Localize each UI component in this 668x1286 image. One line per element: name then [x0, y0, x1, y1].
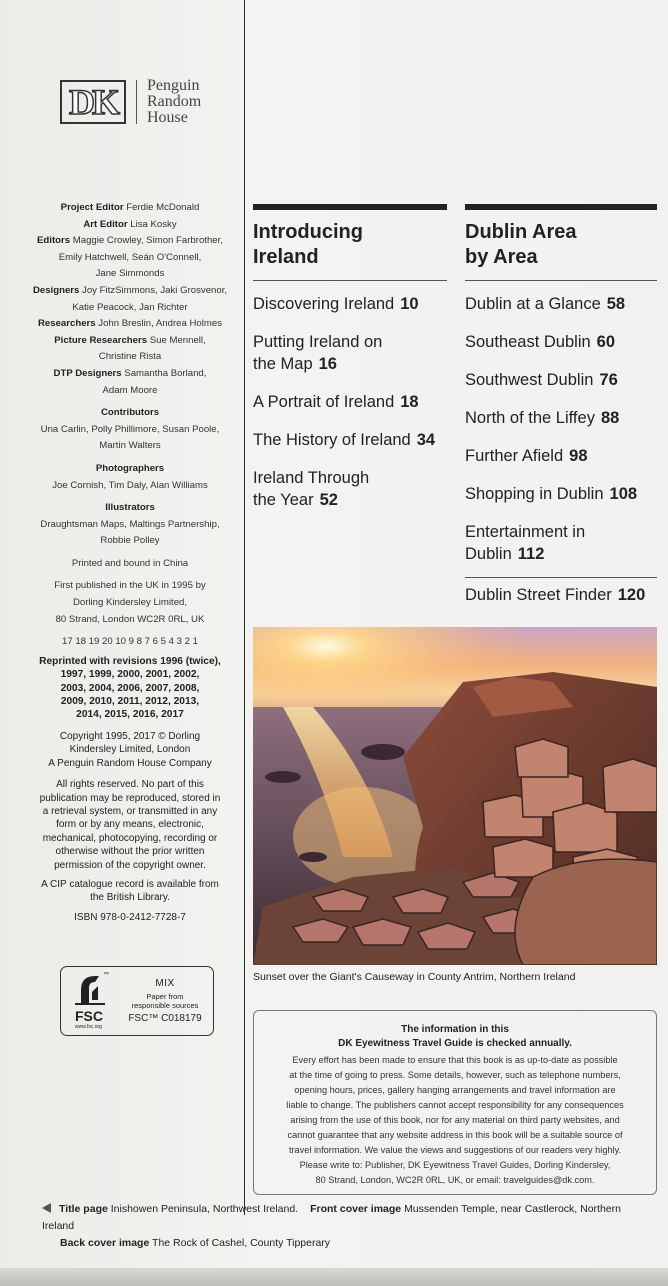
credit-line: Christine Rista — [98, 351, 162, 363]
printed-in: Printed and bound in China — [71, 557, 189, 569]
toc-item[interactable]: Putting Ireland on the Map 16 — [253, 333, 383, 373]
image-credits-footer — [42, 1201, 652, 1252]
credit-line: Emily Hatchwell, Seán O'Connell, — [58, 251, 202, 263]
first-published: Dorling Kindersley Limited, — [72, 597, 188, 609]
toc-dublin-area — [465, 204, 659, 606]
fsc-site: www.fsc.org — [75, 1024, 102, 1030]
dk-logo — [60, 80, 126, 124]
page-bottom-edge — [0, 1268, 668, 1286]
isbn: ISBN 978-0-2412-7728-7 — [74, 911, 186, 923]
imprint-line: House — [147, 109, 188, 126]
logo-divider — [136, 80, 137, 124]
footer-line-1: Title page Inishowen Peninsula, Northwest Ireland. Front cover image Mussenden Temple, near Castlerock, Northern Ireland — [42, 1203, 621, 1232]
first-published: First published in the UK in 1995 by — [54, 580, 206, 592]
arrow-left-icon — [42, 1203, 51, 1213]
credit-line: Jane Simmonds — [95, 268, 165, 280]
fsc-word: FSC — [75, 1008, 103, 1024]
fsc-badge — [60, 966, 214, 1036]
credit-picture-researchers: Picture Researchers Sue Mennell, — [54, 334, 206, 346]
imprint-line: Penguin — [147, 77, 200, 94]
toc-item[interactable]: Ireland Through the Year 52 — [253, 469, 370, 509]
section-rule — [465, 280, 657, 281]
credit-line: Joe Cornish, Tim Daly, Alan Williams — [52, 479, 208, 491]
toc-item[interactable]: Dublin at a Glance 58 — [465, 295, 626, 313]
section-title: Introducing Ireland — [253, 221, 363, 268]
credit-editors: Editors Maggie Crowley, Simon Farbrother, — [37, 235, 223, 247]
toc-item[interactable]: Southwest Dublin 76 — [465, 371, 618, 389]
credit-dtp-designers: DTP Designers Samantha Borland, — [53, 367, 207, 379]
credit-line: Draughtsman Maps, Maltings Partnership, — [40, 518, 220, 530]
dk-logo-letters: DK — [69, 82, 117, 122]
toc-item[interactable]: A Portrait of Ireland 18 — [253, 393, 419, 411]
section-rule — [253, 280, 447, 281]
info-body: Every effort has been made to ensure that this book is as up-to-date as possible at the time of going to press. Some details, however, such as telephone numbers, opening hours, prices, gallery hanging arrangements and travel information are liable to change. The publishers cannot accept responsibility for any consequences arising from the use of this book, nor for any material on third party websites, and cannot guarantee that any website address in this book will be a suitable source of travel information. We value the views and suggestions of our readers very highly. Please write to: Publisher, DK Eyewitness Travel Guides, Dorling Kindersley, 80 Strand, London, WC2R 0RL, UK, or email: travelguides@dk.com. — [286, 1055, 624, 1185]
giants-causeway-photo — [253, 627, 657, 965]
toc-item[interactable]: Shopping in Dublin 108 — [465, 485, 638, 503]
credit-photographers-heading: Photographers — [95, 462, 165, 474]
toc-item[interactable]: Entertainment in Dublin 112 — [465, 523, 586, 563]
credit-contributors-heading: Contributors — [100, 407, 160, 419]
page-gutter-line — [244, 0, 245, 1215]
publisher-logo — [60, 78, 201, 126]
information-notice — [253, 1010, 657, 1195]
photo-caption: Sunset over the Giant's Causeway in County Antrim, Northern Ireland — [253, 971, 576, 983]
credit-line: Robbie Polley — [100, 535, 160, 547]
fsc-trademark: ™ — [103, 972, 109, 978]
credit-researchers: Researchers John Breslin, Andrea Holmes — [38, 318, 222, 330]
credits-column — [24, 200, 236, 924]
fsc-text — [117, 978, 213, 1024]
section-title: Dublin Area by Area — [465, 221, 577, 268]
footer-line-2: Back cover image The Rock of Cashel, County Tipperary — [60, 1237, 331, 1249]
toc-item[interactable]: Discovering Ireland 10 — [253, 295, 419, 313]
credit-line: Katie Peacock, Jan Richter — [72, 301, 188, 313]
fsc-paper: Paper from responsible sources — [131, 992, 199, 1010]
print-line: 17 18 19 20 10 9 8 7 6 5 4 3 2 1 — [61, 636, 199, 648]
cip-notice: A CIP catalogue record is available from the British Library. — [41, 878, 219, 904]
imprint-line: Random — [147, 93, 202, 110]
fsc-code: FSC™ C018179 — [128, 1013, 202, 1024]
section-rule — [465, 577, 657, 578]
toc-item[interactable]: Dublin Street Finder 120 — [465, 586, 646, 604]
toc-item[interactable]: The History of Ireland 34 — [253, 431, 436, 449]
imprint-name — [147, 78, 201, 126]
credit-line: Una Carlin, Polly Phillimore, Susan Poole, — [40, 423, 220, 435]
fsc-mix: MIX — [155, 978, 175, 989]
toc-item[interactable]: Southeast Dublin 60 — [465, 333, 616, 351]
toc-item[interactable]: Further Afield 98 — [465, 447, 588, 465]
credit-project-editor: Project Editor Ferdie McDonald — [60, 202, 200, 213]
credit-art-editor: Art Editor Lisa Kosky — [83, 218, 177, 230]
toc-introducing-ireland — [253, 204, 447, 511]
first-published: 80 Strand, London WC2R 0RL, UK — [55, 613, 205, 625]
credit-illustrators-heading: Illustrators — [105, 502, 155, 514]
credit-line: Adam Moore — [102, 384, 158, 396]
credit-line: Martin Walters — [99, 440, 161, 452]
credit-designers: Designers Joy FitzSimmons, Jaki Grosvenor, — [32, 284, 228, 296]
fsc-tree-icon — [65, 968, 117, 1034]
rights-notice: All rights reserved. No part of this publication may be reproduced, stored in a retrieval system, or transmitted in any form or by any means, electronic, mechanical, photocopying, recording or otherwise without the prior written permission of the copyright owner. — [39, 779, 221, 871]
toc-item[interactable]: North of the Liffey 88 — [465, 409, 620, 427]
info-title: The information in this DK Eyewitness Travel Guide is checked annually. — [338, 1024, 572, 1049]
reprint-history: Reprinted with revisions 1996 (twice), 1997, 1999, 2000, 2001, 2002, 2003, 2004, 2006, 2007, 2008, 2009, 2010, 2011, 2012, 2013, 2014, 2015, 2016, 2017 — [39, 655, 221, 721]
copyright-notice: Copyright 1995, 2017 © Dorling Kindersley Limited, London A Penguin Random House Company — [48, 730, 212, 769]
